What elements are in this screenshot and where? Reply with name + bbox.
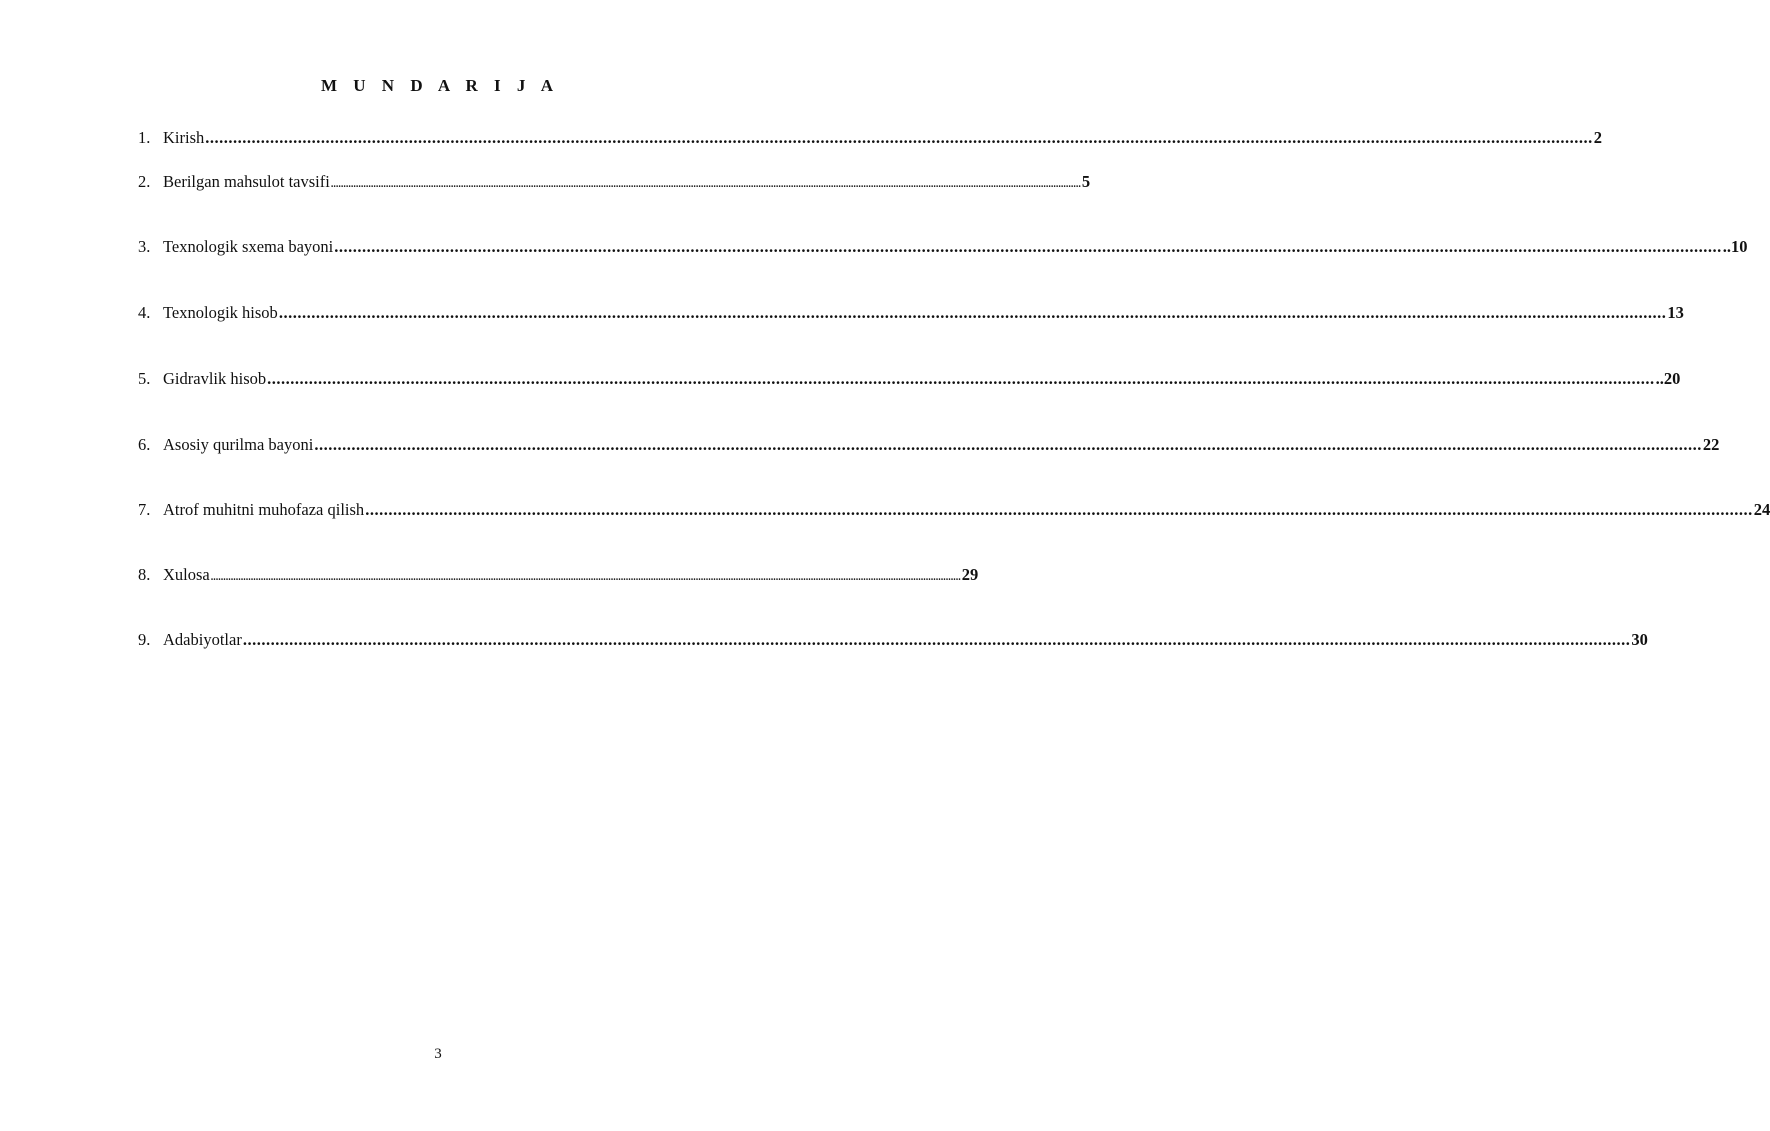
toc-item [138, 172, 1091, 198]
toc-item [138, 565, 979, 591]
toc-item [138, 303, 1684, 329]
toc-item-number: 3. [138, 237, 151, 256]
toc-item [138, 435, 1720, 461]
toc-item [138, 369, 1681, 395]
toc-item-number: 4. [138, 303, 151, 322]
toc-item-number: 7. [138, 500, 151, 519]
toc-leader-dots: ............................................................................................................................................................................................................................................................................................................ [334, 237, 1722, 256]
toc-leader-dots: ............................................................................................................................................................................................................................................................................................................ [330, 179, 1081, 190]
toc-item-page: 24 [1753, 500, 1770, 519]
toc-item-number: 5. [138, 369, 151, 388]
toc-item-page: 2 [1593, 128, 1602, 147]
toc-item-label: Adabiyotlar [163, 630, 242, 649]
toc-leader-dots: ............................................................................................................................................................................................................................................................................................................ [267, 369, 1655, 388]
toc-item-number: 1. [138, 128, 151, 147]
toc-item [138, 128, 1602, 154]
toc-item-label: Texnologik sxema bayoni [163, 237, 334, 256]
toc-item [138, 237, 1748, 263]
toc-leader-dots: ............................................................................................................................................................................................................................................................................................................ [205, 128, 1593, 147]
toc-leader-dots: ............................................................................................................................................................................................................................................................................................................ [278, 303, 1667, 322]
toc-item-label: Gidravlik hisob [163, 369, 267, 388]
page-number: 3 [434, 1046, 442, 1062]
toc-item-number: 8. [138, 565, 151, 584]
toc-item-page: ..20 [1655, 369, 1681, 388]
toc-item-label: Berilgan mahsulot tavsifi [163, 172, 330, 191]
toc-item-page: 22 [1702, 435, 1720, 454]
toc-item-label: Kirish [163, 128, 205, 147]
toc-item [138, 630, 1648, 656]
toc-leader-dots: ............................................................................................................................................................................................................................................................................................................ [242, 630, 1631, 649]
toc-leader-dots: ............................................................................................................................................................................................................................................................................................................ [210, 572, 961, 583]
toc-item [138, 500, 1770, 526]
page-title: M U N D A R I J A [320, 76, 559, 95]
toc-leader-dots: ............................................................................................................................................................................................................................................................................................................ [365, 500, 1753, 519]
toc-item-page: 29 [961, 565, 979, 584]
toc-item-page: 5 [1081, 172, 1091, 191]
toc-item-number: 9. [138, 630, 151, 649]
toc-item-label: Atrof muhitni muhofaza qilish [163, 500, 365, 519]
toc-item-page: 30 [1631, 630, 1648, 649]
toc-item-number: 6. [138, 435, 151, 454]
toc-item-label: Texnologik hisob [163, 303, 278, 322]
toc-leader-dots: ............................................................................................................................................................................................................................................................................................................ [314, 435, 1702, 454]
toc-item-page: ..10 [1722, 237, 1748, 256]
toc-item-page: 13 [1667, 303, 1684, 322]
toc-item-label: Asosiy qurilma bayoni [163, 435, 314, 454]
toc-item-label: Xulosa [163, 565, 210, 584]
toc-item-number: 2. [138, 172, 151, 191]
